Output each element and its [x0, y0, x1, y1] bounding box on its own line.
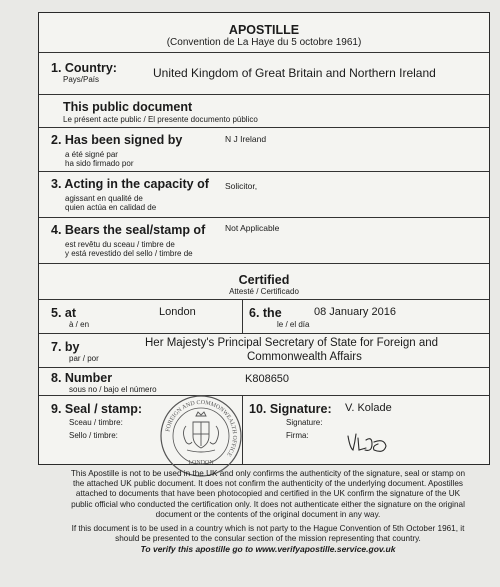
signed-by-row [39, 128, 489, 172]
signed-by-label: 2. Has been signed by [51, 133, 183, 147]
number-label: 8. Number [51, 371, 113, 385]
footer-line: This Apostille is not to be used in the UK and only confirms the authenticity of the signature, seal or stamp on [70, 469, 466, 478]
certified-row [39, 264, 489, 300]
seal-label: 9. Seal / stamp: [51, 402, 143, 416]
footer-line: public official who conducted the certification only. It does not authenticate either the signature on the original [71, 499, 465, 509]
footer-line: the attached UK public document. It does not confirm the authenticity of the underlying document. Apostilles [72, 479, 464, 489]
date-sub: le / el día [277, 320, 310, 329]
footer-line: attached to documents that have been photocopied and certified in the UK confirm the signature of the UK [75, 489, 461, 499]
footer-line: should be presented to the consular section of the mission representing that country. [115, 534, 421, 544]
public-document-label: This public document [63, 100, 193, 114]
capacity-sub-fr: agissant en qualité de [65, 194, 143, 203]
seal-signature-row [39, 396, 489, 464]
number-row [39, 368, 489, 396]
public-document-sub: Le présent acte public / El presente documento público [63, 115, 258, 124]
apostille-header [39, 13, 489, 53]
country-sub: Pays/País [63, 75, 100, 84]
seal-of-label: 4. Bears the seal/stamp of [51, 223, 206, 237]
certified-label: Certified [238, 273, 290, 287]
fco-stamp [159, 394, 243, 478]
signature-label: 10. Signature: [249, 402, 332, 416]
public-document-row [39, 95, 489, 128]
stamp-bottom-text: LONDON [188, 460, 214, 466]
seal-sub-es: Sello / timbre: [69, 431, 118, 440]
place-date-divider [242, 300, 243, 333]
country-value: United Kingdom of Great Britain and Northern Ireland [153, 66, 436, 80]
date-label: 6. the [249, 306, 282, 320]
footer-line: document or the contents of the original document in any way. [155, 509, 381, 519]
seal-of-value: Not Applicable [225, 223, 280, 233]
place-date-row [39, 300, 489, 334]
capacity-row [39, 172, 489, 218]
seal-of-row [39, 218, 489, 264]
signature-sub-fr: Signature: [286, 418, 323, 427]
apostille-subtitle: (Convention de La Haye du 5 octobre 1961) [166, 37, 362, 48]
seal-sub-fr: Sceau / timbre: [69, 418, 123, 427]
signature-value: V. Kolade [345, 402, 392, 414]
verify-link[interactable]: To verify this apostille go to www.verifyapostille.service.gov.uk [140, 544, 396, 555]
place-label: 5. at [51, 306, 77, 320]
by-sub: par / por [69, 354, 99, 363]
apostille-title: APOSTILLE [228, 23, 300, 37]
signed-by-sub-fr: a été signé par [65, 150, 118, 159]
coat-of-arms-icon [184, 412, 219, 452]
by-value-line1: Her Majesty's Principal Secretary of State for Foreign and [145, 337, 439, 349]
footer-line: If this document is to be used in a country which is not party to the Hague Convention of 5th October 1961, it [71, 524, 465, 534]
footer-notes [38, 469, 498, 555]
number-sub: sous no / bajo el número [69, 385, 157, 394]
certified-sub: Attesté / Certificado [229, 287, 299, 296]
seal-of-sub-fr: est revêtu du sceau / timbre de [65, 240, 175, 249]
seal-of-sub-es: y está revestido del sello / timbre de [65, 249, 193, 258]
stamp-ring-text: FOREIGN AND COMMONWEALTH OFFICE [165, 399, 238, 458]
country-row [39, 53, 489, 95]
place-sub: à / en [69, 320, 90, 329]
capacity-sub-es: quien actúa en calidad de [65, 203, 157, 212]
apostille-certificate [38, 12, 490, 465]
capacity-value: Solicitor, [225, 181, 258, 191]
handwritten-signature [344, 430, 394, 456]
number-value: K808650 [245, 373, 290, 385]
by-value-line2: Commonwealth Affairs [247, 351, 362, 363]
by-row [39, 334, 489, 368]
capacity-label: 3. Acting in the capacity of [51, 177, 209, 191]
signed-by-sub-es: ha sido firmado por [65, 159, 134, 168]
signature-sub-es: Firma: [286, 431, 309, 440]
by-label: 7. by [51, 340, 80, 354]
country-label: 1. Country: [51, 61, 117, 75]
place-value: London [159, 306, 196, 318]
date-value: 08 January 2016 [314, 306, 396, 318]
signed-by-value: N J Ireland [225, 134, 267, 144]
